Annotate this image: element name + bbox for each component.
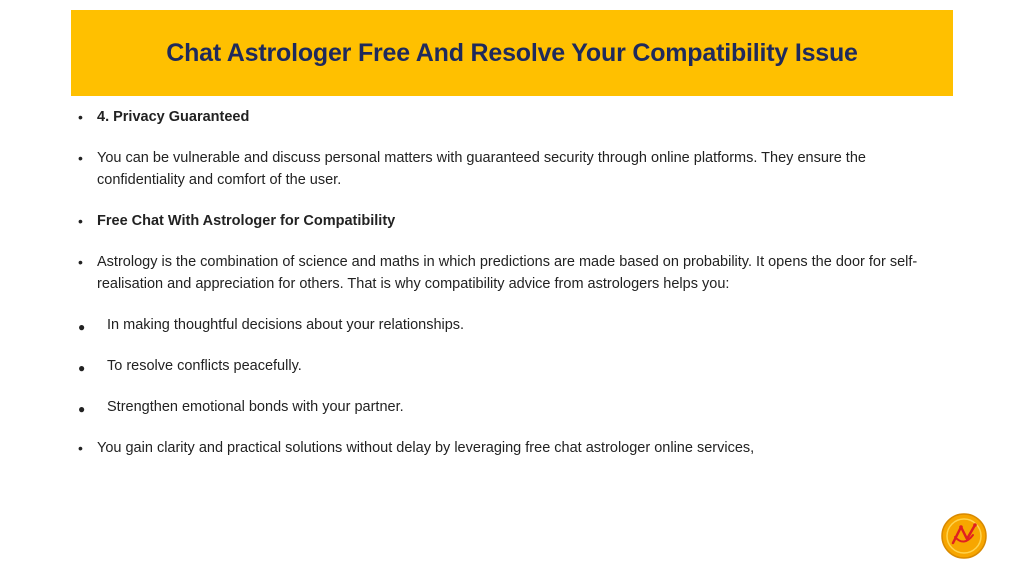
bullet-icon: • <box>78 213 83 229</box>
page-title: Chat Astrologer Free And Resolve Your Compatibility Issue <box>166 38 858 67</box>
list-item <box>78 437 948 459</box>
list-item <box>78 210 948 232</box>
bullet-icon: • <box>78 150 83 166</box>
list-item-text: Astrology is the combination of science and maths in which predictions are made based on probability. It opens the door for self-realisation and appreciation for others. That is why compatibility advice from astrologers helps you: <box>97 254 918 292</box>
bullet-icon: • <box>78 440 83 456</box>
astrology-logo-icon <box>941 513 987 559</box>
title-banner <box>71 10 953 96</box>
list-item <box>78 106 948 128</box>
list-item <box>78 147 948 191</box>
bullet-icon: • <box>78 254 83 270</box>
bullet-icon: • <box>78 109 83 125</box>
list-item-text: Strengthen emotional bonds with your partner. <box>107 399 404 415</box>
bullet-icon: ● <box>78 402 86 416</box>
list-item-text: In making thoughtful decisions about your relationships. <box>107 317 465 333</box>
list-item <box>78 396 948 418</box>
list-item <box>78 314 948 336</box>
list-item <box>78 251 948 295</box>
list-item-text: 4. Privacy Guaranteed <box>97 109 250 125</box>
list-item <box>78 355 948 377</box>
bullet-icon: ● <box>78 361 86 375</box>
bullet-icon: ● <box>78 320 86 334</box>
list-item-text: You gain clarity and practical solutions without delay by leveraging free chat astrologer online services, <box>97 440 755 456</box>
list-item-text: To resolve conflicts peacefully. <box>107 358 302 374</box>
list-item-text: You can be vulnerable and discuss personal matters with guaranteed security through online platforms. They ensure the confidentiality and comfort of the user. <box>97 150 866 188</box>
bullet-list <box>78 106 948 478</box>
list-item-text: Free Chat With Astrologer for Compatibility <box>97 213 396 229</box>
